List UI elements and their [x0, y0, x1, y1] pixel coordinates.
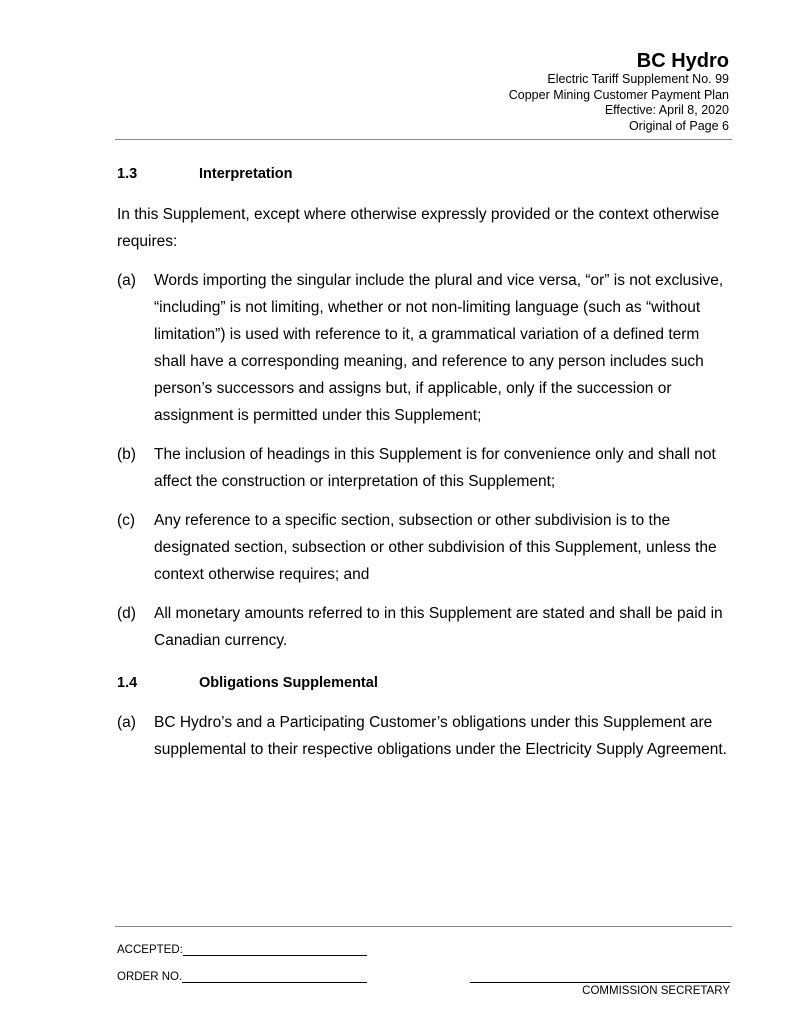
item-text: Any reference to a specific section, subsection or other subdivision is to the designated section, subsection or other subdivision of this Supplement, unless the context otherwise requires; and	[154, 512, 717, 583]
section-heading-1-4	[117, 675, 378, 691]
item-label: (a)	[117, 272, 136, 289]
section-title: Interpretation	[199, 166, 293, 182]
section-number: 1.3	[117, 166, 138, 182]
document-header	[509, 50, 729, 134]
plan-name: Copper Mining Customer Payment Plan	[508, 87, 729, 102]
item-text: Words importing the singular include the plural and vice versa, “or” is not exclusive, “including” is not limiting, whether or not non-limiting language (such as “without limitation”) is used with reference to it, a grammatical variation of a defined term shall have a corresponding meaning, and reference to any person includes such person’s successors and assigns but, if applicable, only if the succession or assignment is permitted under this Supplement;	[154, 272, 724, 424]
item-text: BC Hydro’s and a Participating Customer’s obligations under this Supplement are supplemental to their respective obligations under the Electricity Supply Agreement.	[154, 714, 727, 758]
item-text: The inclusion of headings in this Supplement is for convenience only and shall not affect the construction or interpretation of this Supplement;	[154, 446, 716, 490]
section-number: 1.4	[117, 675, 138, 691]
header-divider	[115, 139, 732, 140]
secretary-signature-line	[470, 982, 730, 983]
list-item	[117, 267, 732, 429]
item-text: All monetary amounts referred to in this Supplement are stated and shall be paid in Canadian currency.	[154, 605, 723, 649]
list-item	[117, 709, 732, 763]
item-label: (d)	[117, 605, 136, 622]
section-title: Obligations Supplemental	[199, 675, 378, 691]
accepted-signature-line	[183, 943, 367, 956]
item-label: (b)	[117, 446, 136, 463]
page-number: Original of Page 6	[628, 118, 729, 133]
commission-secretary-label: COMMISSION SECRETARY	[582, 985, 730, 997]
section-intro: In this Supplement, except where otherwise expressly provided or the context otherwise requires:	[117, 206, 720, 250]
org-name: BC Hydro	[636, 50, 729, 72]
accepted-field	[117, 943, 367, 956]
section-heading-1-3	[117, 166, 292, 182]
list-item	[117, 507, 732, 588]
order-signature-line	[182, 970, 367, 983]
item-label: (a)	[117, 714, 136, 731]
tariff-supplement-number: Electric Tariff Supplement No. 99	[547, 72, 729, 86]
order-label: ORDER NO.	[117, 971, 183, 983]
list-item	[117, 441, 732, 495]
footer-divider	[115, 926, 732, 927]
item-label: (c)	[117, 512, 136, 529]
order-field	[117, 970, 367, 983]
effective-date: Effective: April 8, 2020	[604, 103, 729, 117]
list-item	[117, 600, 732, 654]
accepted-label: ACCEPTED:	[117, 944, 183, 956]
